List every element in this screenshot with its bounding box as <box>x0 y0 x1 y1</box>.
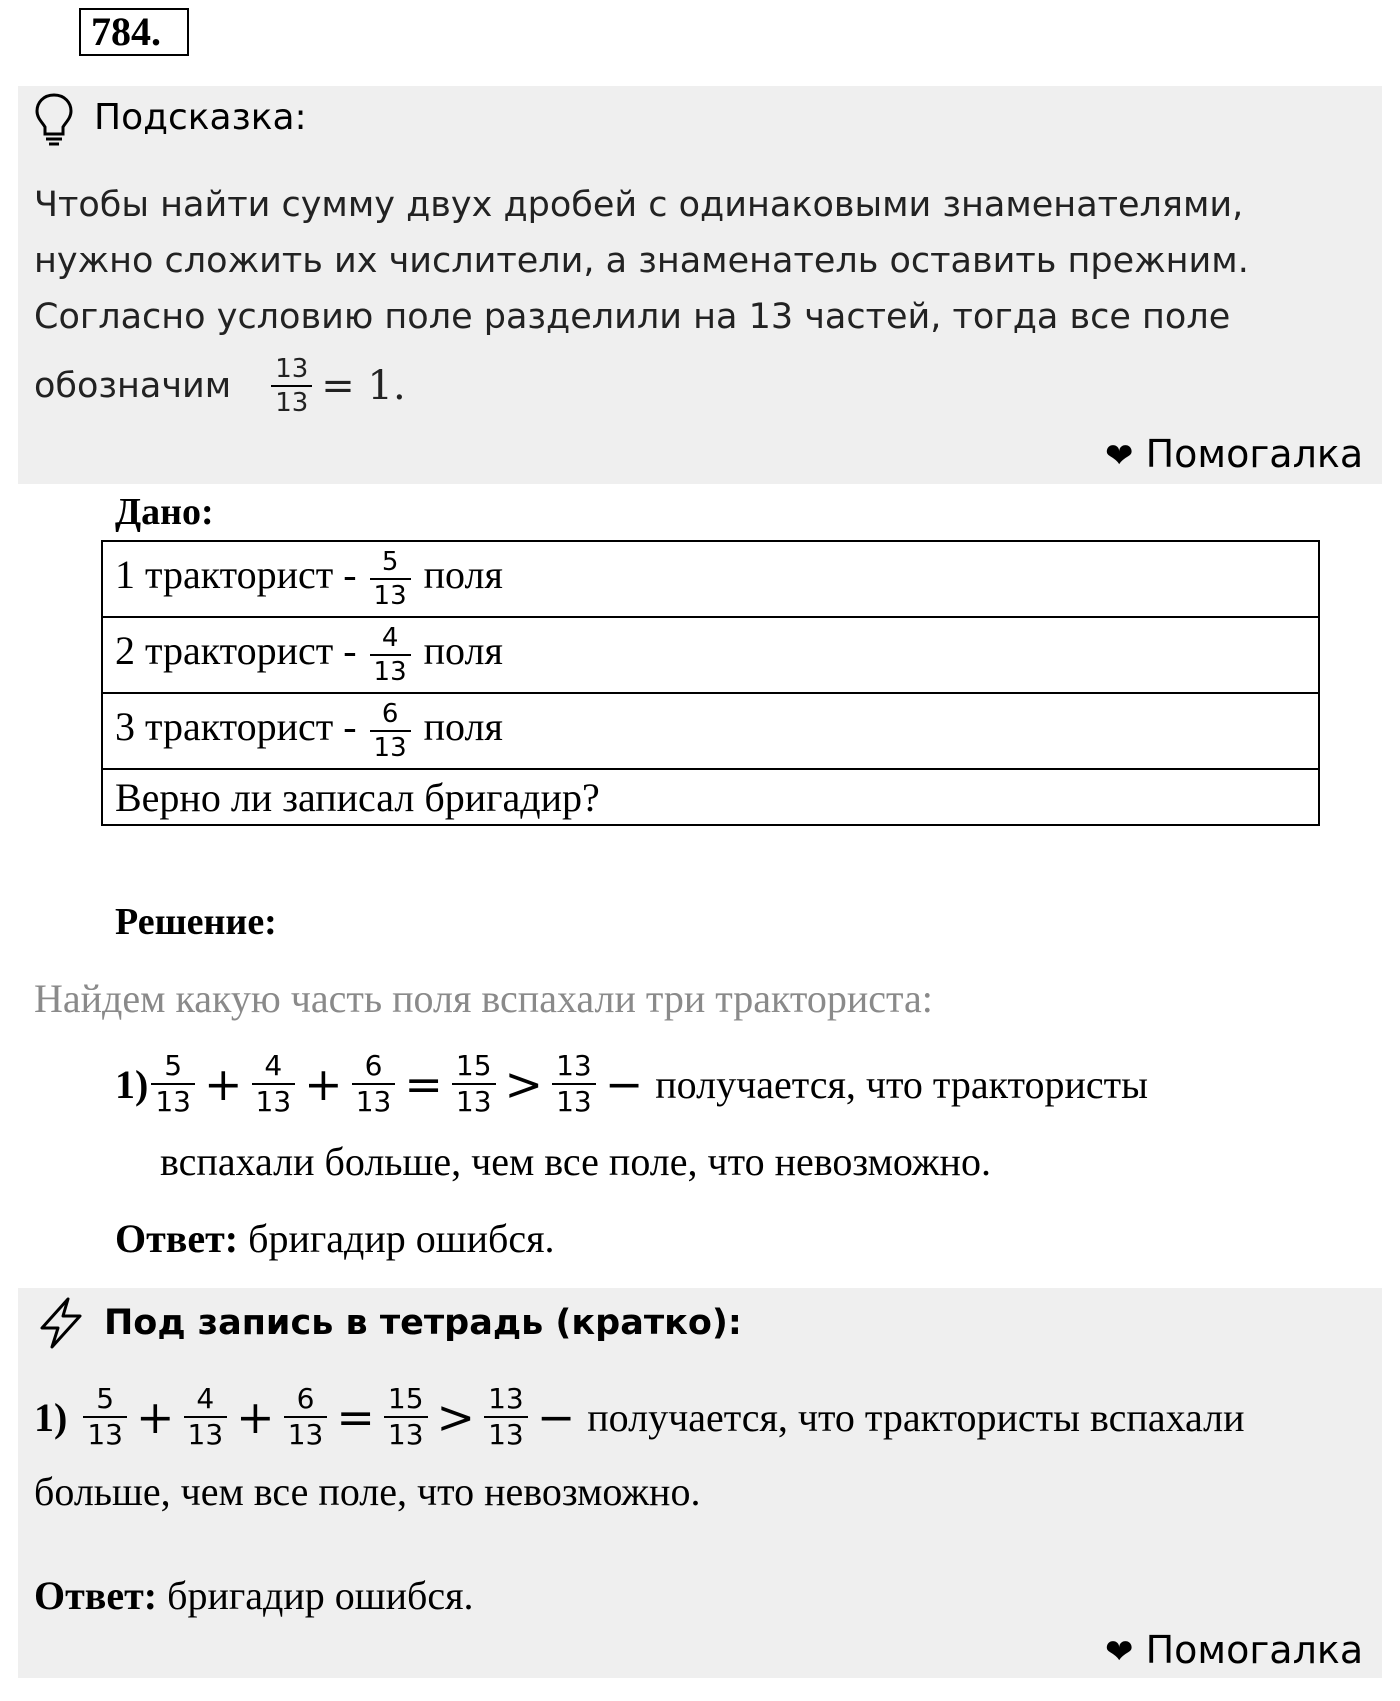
fraction-denominator: 13 <box>384 1416 428 1449</box>
solution-equation <box>115 1049 1149 1118</box>
fraction-denominator: 13 <box>184 1416 228 1449</box>
brand-label <box>1105 432 1363 476</box>
hint-line-1: Чтобы найти сумму двух дробей с одинаковыми знаменателями, <box>34 185 1244 225</box>
fraction-denominator: 13 <box>370 578 411 609</box>
operator: + <box>135 1390 175 1444</box>
operator: = <box>404 1057 443 1111</box>
table-cell <box>102 541 1319 617</box>
fraction-denominator: 13 <box>352 1083 396 1116</box>
row-suffix: поля <box>423 704 503 750</box>
heart-icon: ❤ <box>1105 436 1134 476</box>
fraction-numerator: 5 <box>381 547 399 577</box>
step-text: получается, что трактористы <box>655 1061 1149 1107</box>
table-cell <box>102 617 1319 693</box>
step-text-continued: вспахали больше, чем все поле, что невозможно. <box>160 1139 991 1184</box>
fraction-numerator: 13 <box>488 1382 524 1415</box>
fraction <box>484 1382 528 1451</box>
operator: + <box>236 1390 275 1444</box>
row-fraction <box>370 625 411 685</box>
operator: > <box>504 1057 544 1111</box>
notebook-title: Под запись в тетрадь (кратко): <box>104 1303 742 1343</box>
fraction <box>284 1382 328 1451</box>
hint-last-suffix: = 1. <box>321 363 406 409</box>
fraction-numerator: 6 <box>381 699 399 729</box>
operator: > <box>436 1390 476 1444</box>
row-fraction <box>370 701 411 761</box>
solution-intro: Найдем какую часть поля вспахали три тракториста: <box>34 976 933 1021</box>
fraction-denominator: 13 <box>83 1416 127 1449</box>
table-row <box>102 541 1319 617</box>
hint-line-4 <box>34 356 406 416</box>
row-fraction <box>370 549 411 609</box>
fraction-numerator: 5 <box>96 1382 115 1415</box>
fraction-numerator: 6 <box>364 1049 383 1082</box>
fraction-denominator: 13 <box>552 1083 596 1116</box>
row-suffix: поля <box>423 628 503 674</box>
brand-text: Помогалка <box>1145 1628 1364 1672</box>
fraction <box>352 1049 396 1118</box>
table-row <box>102 693 1319 769</box>
table-row <box>102 617 1319 693</box>
fraction-numerator: 5 <box>164 1049 183 1082</box>
hint-line-3: Согласно условию поле разделили на 13 частей, тогда все поле <box>34 297 1231 337</box>
answer-label: Ответ: <box>34 1573 158 1618</box>
fraction <box>452 1049 496 1118</box>
fraction <box>384 1382 428 1451</box>
fraction <box>552 1049 596 1118</box>
hint-panel <box>18 86 1382 484</box>
given-table <box>101 540 1320 826</box>
fraction <box>252 1049 296 1118</box>
hint-title: Подсказка: <box>94 97 307 138</box>
answer-text: бригадир ошибся. <box>248 1216 555 1261</box>
fraction-numerator: 13 <box>556 1049 592 1082</box>
fraction-denominator: 13 <box>151 1083 195 1116</box>
step-text: получается, что трактористы вспахали <box>587 1394 1245 1440</box>
fraction-denominator: 13 <box>484 1416 528 1449</box>
solution-title: Решение: <box>115 901 277 943</box>
operator: − <box>536 1390 576 1444</box>
fraction-numerator: 15 <box>455 1049 492 1082</box>
fraction <box>83 1382 127 1451</box>
solution-answer <box>115 1215 554 1262</box>
operator: − <box>604 1057 644 1111</box>
lightning-icon <box>34 1296 88 1350</box>
row-prefix: 3 тракторист - <box>115 704 357 750</box>
fraction-numerator: 4 <box>196 1382 215 1415</box>
fraction <box>151 1049 195 1118</box>
brand-text: Помогалка <box>1145 432 1364 476</box>
fraction-numerator: 6 <box>296 1382 315 1415</box>
fraction-denominator: 13 <box>370 730 411 761</box>
table-cell <box>102 693 1319 769</box>
fraction <box>184 1382 228 1451</box>
step-label: 1) <box>34 1394 68 1440</box>
task-number: 784. <box>79 8 189 56</box>
lightbulb-icon <box>34 92 74 148</box>
operator: + <box>203 1057 243 1111</box>
fraction-denominator: 13 <box>252 1083 296 1116</box>
fraction-denominator: 13 <box>452 1083 496 1116</box>
brand-label <box>1105 1628 1363 1672</box>
row-prefix: 1 тракторист - <box>115 552 357 598</box>
answer-label: Ответ: <box>115 1216 239 1261</box>
hint-line-2: нужно сложить их числители, а знаменатель оставить прежним. <box>34 241 1249 281</box>
row-prefix: 2 тракторист - <box>115 628 357 674</box>
row-suffix: поля <box>423 552 503 598</box>
heart-icon: ❤ <box>1105 1632 1134 1672</box>
step-label: 1) <box>115 1061 149 1107</box>
fraction-numerator: 4 <box>264 1049 283 1082</box>
step-text-continued: больше, чем все поле, что невозможно. <box>34 1469 701 1514</box>
fraction-denominator: 13 <box>370 654 411 685</box>
fraction-numerator: 13 <box>275 354 309 384</box>
question-cell: Верно ли записал бригадир? <box>102 769 1319 825</box>
operator: + <box>304 1057 343 1111</box>
fraction-denominator: 13 <box>284 1416 328 1449</box>
notebook-equation <box>34 1382 1245 1451</box>
hint-fraction <box>271 356 312 416</box>
notebook-answer <box>34 1572 473 1619</box>
fraction-numerator: 4 <box>381 623 399 653</box>
given-title: Дано: <box>115 491 214 533</box>
answer-text: бригадир ошибся. <box>167 1573 474 1618</box>
fraction-denominator: 13 <box>271 385 312 416</box>
table-row <box>102 769 1319 825</box>
fraction-numerator: 15 <box>387 1382 424 1415</box>
operator: = <box>336 1390 375 1444</box>
hint-last-prefix: обозначим <box>34 366 232 406</box>
